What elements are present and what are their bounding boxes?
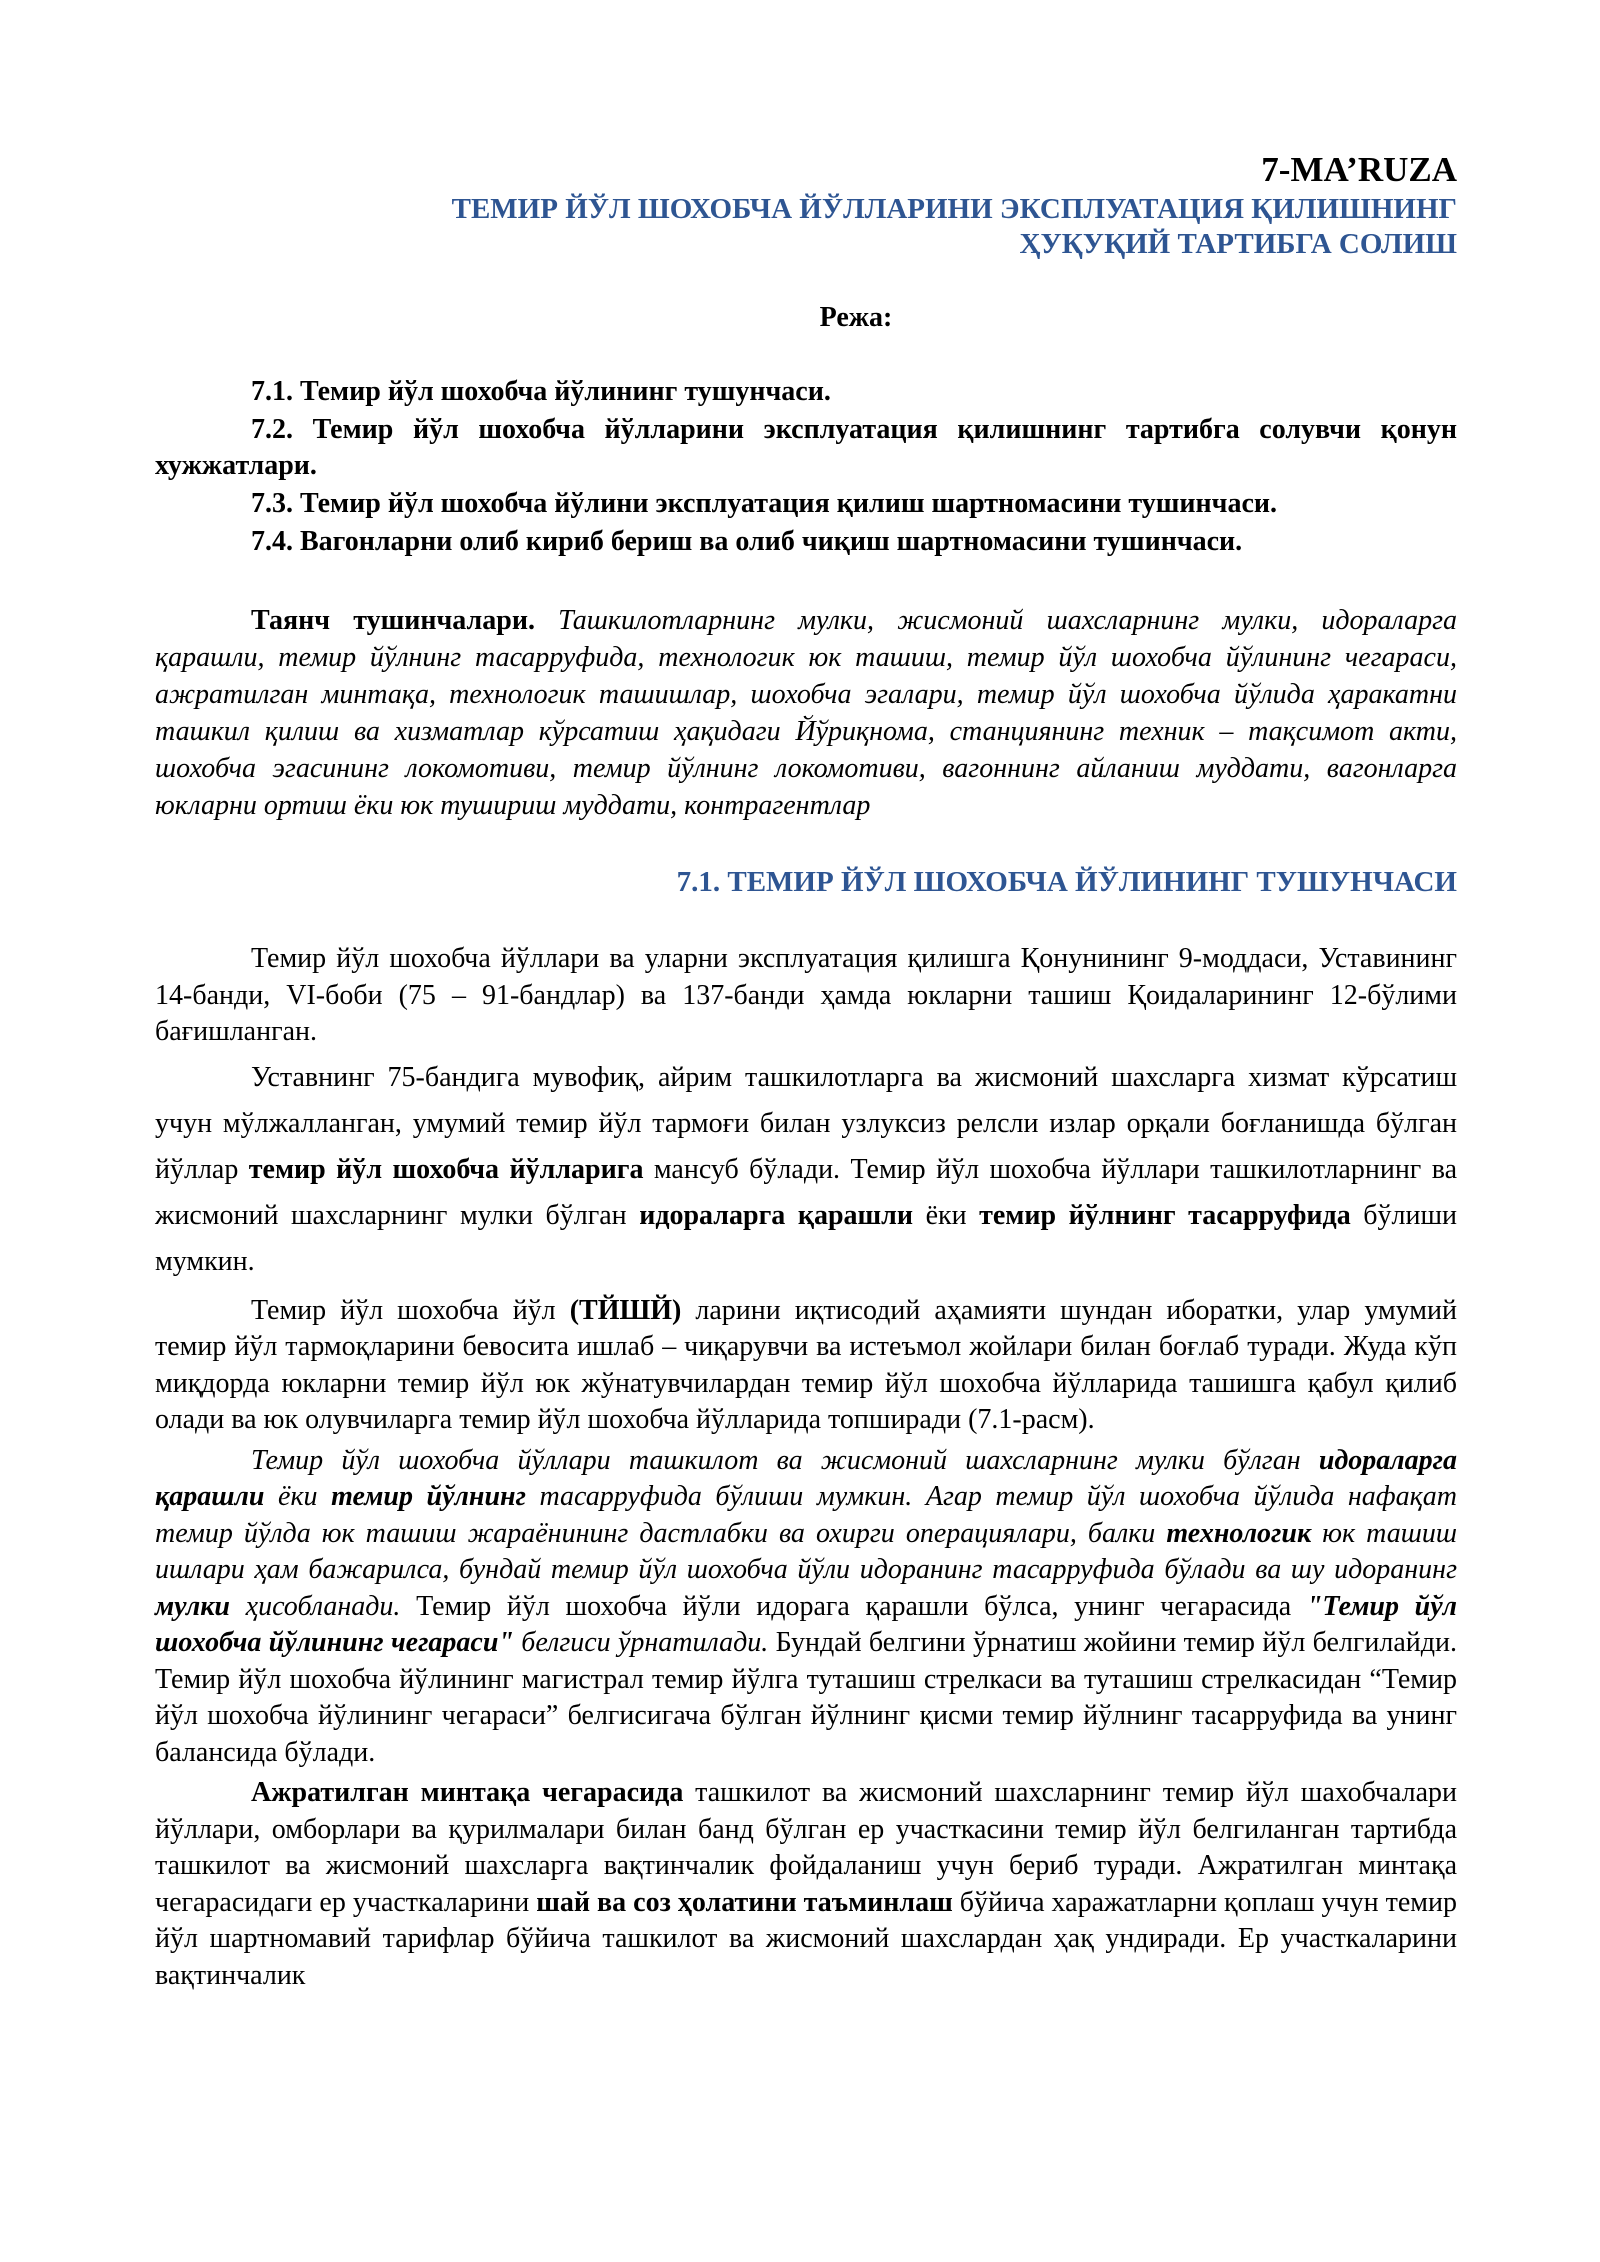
paragraph-2-text-2: мансуб бўлади. Темир йўл шохобча йўллари ташкилотларнинг ва жисмоний шахсларнинг мулки бўлган	[155, 1153, 1457, 1231]
paragraph-2-text-4: бўлиши мумкин.	[155, 1199, 1458, 1277]
lecture-title-line-1: ТЕМИР ЙЎЛ ШОХОБЧА ЙЎЛЛАРИНИ ЭКСПЛУАТАЦИЯ ҚИЛИШНИНГ	[451, 193, 1457, 225]
paragraph-4-italic-2: ёки	[264, 1481, 332, 1512]
paragraph-5-bold-2: шай ва соз ҳолатини таъминлаш	[536, 1886, 953, 1918]
paragraph-3-text-1: Темир йўл шохобча йўл	[251, 1294, 570, 1326]
paragraph-5-text-1: ташкилот ва жисмоний шахсларнинг темир йўл шахобчалари йўллари, омборлари ва қурилмалари билан банд бўлган ер участкасини темир йўл белгиланган тартибда ташкилот ва жисмоний шахсларга вақтинчалик фойдаланиш учун бериб туради. Ажратилган минтақа чегарасидаги ер участкаларини	[155, 1777, 1457, 1918]
paragraph-2-text-1: Уставнинг 75-бандига мувофиқ, айрим ташкилотларга ва жисмоний шахсларга хизмат кўрсатиш учун мўлжалланган, умумий темир йўл тармоғи билан узлуксиз релсли излар орқали боғланишда бўлган йўллар	[155, 1061, 1457, 1185]
plan-list	[155, 374, 1457, 560]
plan-item-7-3: 7.3. Темир йўл шохобча йўлини эксплуатация қилиш шартномасини тушинчаси.	[251, 488, 1278, 519]
keywords-paragraph	[155, 602, 1457, 824]
paragraph-2-bold-1: темир йўл шохобча йўлларига	[248, 1153, 644, 1185]
paragraph-2-bold-2: идораларга қарашли	[639, 1199, 914, 1231]
paragraph-3-bold-1: (ТЙШЙ)	[569, 1294, 682, 1326]
keywords-text: Ташкилотларнинг мулки, жисмоний шахсларнинг мулки, идораларга қарашли, темир йўлнинг тасарруфида, технологик юк ташиш, темир йўл шохобча йўлининг чегараси, ажратилган минтақа, технологик ташишлар, шохобча эгалари, темир йўл шохобча йўлида ҳаракатни ташкил қилиш ва хизматлар кўрсатиш ҳақидаги Йўриқнома, станциянинг техник – тақсимот акти, шохобча эгасининг локомотиви, темир йўлнинг локомотиви, вагоннинг айланиш муддати, вагонларга юкларни ортиш ёки юк тушириш муддати, контрагентлар	[155, 605, 1458, 821]
paragraph-4-bold-italic-3: технологик	[1166, 1517, 1312, 1549]
paragraph-4-bold-italic-5: "Темир йўл шохобча йўлининг чегараси"	[155, 1590, 1458, 1658]
paragraph-4-italic-4: юк ташиш ишлари ҳам бажарилса, бундай темир йўл шохобча йўли идоранинг тасарруфида бўлади ва шу идоранинг	[155, 1517, 1457, 1585]
paragraph-4-bold-italic-4: мулки	[155, 1590, 230, 1622]
keywords-label: Таянч тушинчалари.	[251, 605, 535, 636]
paragraph-3	[155, 1293, 1457, 1439]
plan-heading: Режа:	[819, 302, 893, 333]
paragraph-4-italic-3: тасарруфида бўлиши мумкин. Агар темир йўл шохобча йўлида нафақат темир йўлда юк ташиш жараёнининг дастлабки ва охирги операциялари, балки	[155, 1481, 1458, 1549]
paragraph-5-text-2: бўйича харажатларни қоплаш учун темир йўл шартномавий тарифлар бўйича ташкилот ва жисмоний шахслардан ҳақ ундиради. Ер участкаларини вақтинчалик	[155, 1886, 1458, 1991]
paragraph-4	[155, 1443, 1457, 1772]
plan-item-7-4: 7.4. Вагонларни олиб кириб бериш ва олиб чиқиш шартномасини тушинчаси.	[251, 526, 1243, 557]
plan-item-7-2: 7.2. Темир йўл шохобча йўлларини эксплуатация қилишнинг тартибга солувчи қонун хужжатлари.	[155, 414, 1457, 481]
paragraph-4-text-1: Темир йўл шохобча йўли идорага қарашли бўлса, унинг чегарасида	[400, 1590, 1307, 1622]
paragraph-5-bold-1: Ажратилган минтақа чегарасида	[251, 1777, 684, 1808]
paragraph-5	[155, 1775, 1457, 1994]
paragraph-4-bold-italic-2: темир йўлнинг	[331, 1481, 526, 1512]
lecture-number: 7-MA’RUZA	[1261, 150, 1457, 189]
paragraph-2-text-3: ёки	[913, 1199, 980, 1231]
lecture-title	[155, 192, 1457, 262]
plan-item-7-1: 7.1. Темир йўл шохобча йўлининг тушунчаси.	[251, 376, 831, 407]
section-heading-7-1: 7.1. ТЕМИР ЙЎЛ ШОХОБЧА ЙЎЛИНИНГ ТУШУНЧАСИ	[676, 866, 1457, 898]
paragraph-4-italic-5: ҳисобланади.	[230, 1590, 401, 1622]
paragraph-4-italic-6: белгиси ўрнатилади.	[513, 1627, 769, 1658]
paragraph-4-bold-italic-1: идораларга қарашли	[155, 1444, 1457, 1512]
document-page	[155, 148, 1457, 1998]
paragraph-4-italic-1: Темир йўл шохобча йўллари ташкилот ва жисмоний шахсларнинг мулки бўлган	[251, 1444, 1319, 1476]
paragraph-3-text-2: ларини иқтисодий аҳамияти шундан иборатки, улар умумий темир йўл тармоқларини бевосита ишлаб – чиқарувчи ва истеъмол жойлари билан боғлаб туради. Жуда кўп миқдорда юкларни темир йўл юк жўнатувчилардан темир йўл шохобча йўлларида ташишга қабул қилиб олади ва юк олувчиларга темир йўл шохобча йўлларида топширади (7.1-расм).	[155, 1294, 1457, 1435]
lecture-title-line-2: ҲУҚУҚИЙ ТАРТИБГА СОЛИШ	[1019, 228, 1457, 260]
paragraph-2-bold-3: темир йўлнинг тасарруфида	[979, 1199, 1351, 1231]
paragraph-1: Темир йўл шохобча йўллари ва уларни эксплуатация қилишга Қонунининг 9-моддаси, Уставининг 14-банди, VI-боби (75 – 91-бандлар) ва 137-банди ҳамда юкларни ташиш Қоидаларининг 12-бўлими бағишланган.	[155, 943, 1457, 1047]
paragraph-4-text-2: Бундай белгини ўрнатиш жойини темир йўл белгилайди. Темир йўл шохобча йўлининг магистрал темир йўлга туташиш стрелкаси ва туташиш стрелкасидан “Темир йўл шохобча йўлининг чегараси” белгисигача бўлган йўлнинг қисми темир йўлнинг тасарруфида ва унинг балансида бўлади.	[155, 1627, 1457, 1768]
paragraph-2	[155, 1055, 1457, 1285]
